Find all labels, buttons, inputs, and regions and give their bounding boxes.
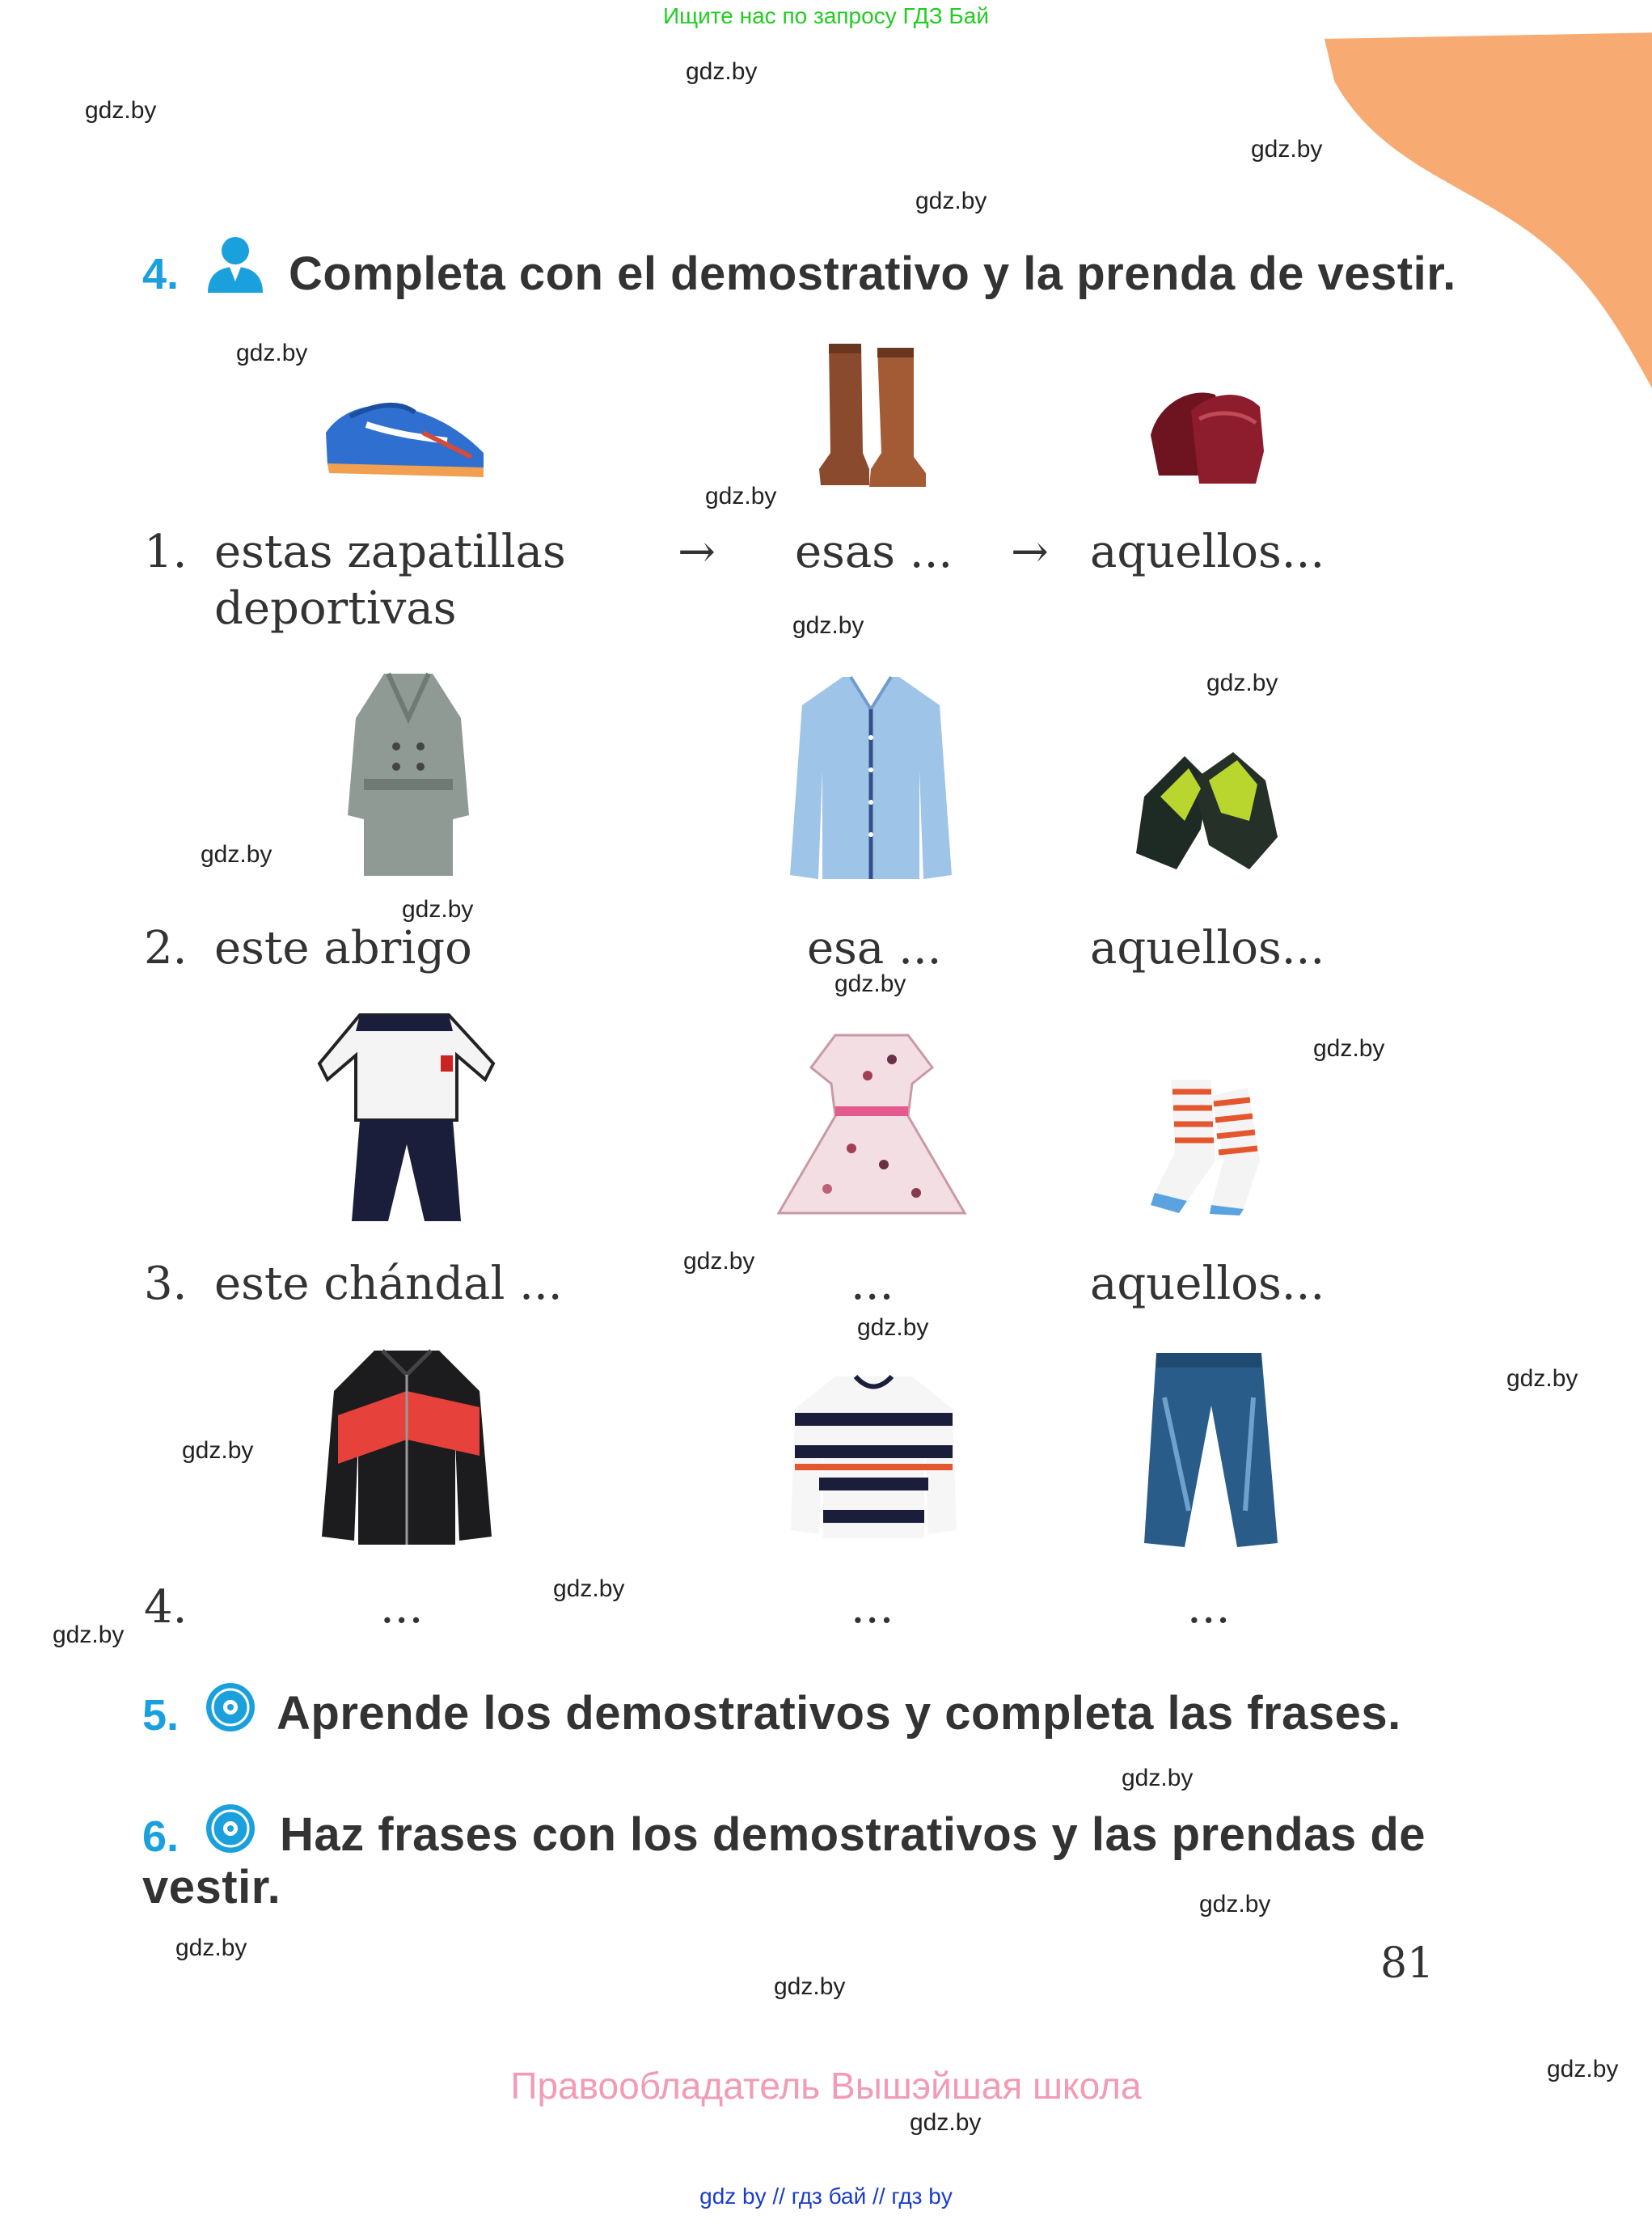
row-2-col3: aquellos... (1090, 922, 1325, 975)
footer-links[interactable]: gdz by // гдз бай // гдз by (699, 2184, 953, 2209)
watermark: gdz.by (857, 1314, 929, 1341)
ski-jacket-image (318, 1342, 496, 1549)
row-1-col1-line1: estas zapatillas (214, 526, 566, 578)
watermark: gdz.by (705, 483, 777, 509)
row-2-col2: esa ... (807, 922, 942, 975)
row-3-number: 3. (144, 1258, 188, 1310)
exercise-4-title: Completa con el demostrativo y la prenda de vestir. (289, 247, 1456, 300)
row-2-number: 2. (144, 922, 188, 975)
dress-image (771, 1027, 973, 1225)
watermark: gdz.by (774, 1973, 846, 2000)
exercise-6-number: 6. (142, 1812, 180, 1861)
arrow-right-icon: → (678, 526, 716, 578)
row-1-number: 1. (144, 526, 188, 578)
watermark: gdz.by (1547, 2056, 1619, 2082)
arrow-right-icon: → (1011, 526, 1049, 578)
row-4-col1: ... (380, 1581, 424, 1634)
shoes-image (1143, 362, 1272, 492)
watermark: gdz.by (201, 841, 273, 868)
tracksuit-image (311, 1007, 501, 1225)
search-banner[interactable]: Ищите нас по запросу ГДЗ Бай (662, 3, 990, 28)
page-number: 81 (1380, 1939, 1434, 1988)
watermark: gdz.by (182, 1437, 254, 1464)
watermark: gdz.by (402, 896, 474, 923)
watermark: gdz.by (553, 1575, 625, 1602)
jeans-image (1140, 1349, 1282, 1550)
socks-image (1139, 1072, 1280, 1217)
exercise-6-title-line2: vestir. (142, 1861, 281, 1913)
sweater-image (787, 1368, 961, 1542)
row-3-col3: aquellos... (1090, 1258, 1325, 1310)
watermark: gdz.by (792, 612, 864, 639)
row-1-col1-line2: deportivas (214, 582, 457, 635)
row-1-col3: aquellos... (1090, 526, 1325, 578)
row-1-col2: esas ... (795, 526, 953, 578)
watermark: gdz.by (1199, 1891, 1271, 1917)
watermark: gdz.by (683, 1248, 755, 1275)
watermark: gdz.by (910, 2109, 982, 2136)
watermark: gdz.by (236, 340, 308, 366)
watermark: gdz.by (1206, 670, 1278, 696)
decorative-orange-shape (1318, 32, 1652, 412)
copyright-owner: Правообладатель Вышэйшая школа (510, 2065, 1142, 2107)
shirt-image (786, 673, 956, 887)
exercise-6-title-line1: Haz frases con los demostrativos y las prendas de (280, 1808, 1426, 1861)
coat-image (340, 670, 477, 884)
row-2-col1: este abrigo (214, 922, 472, 975)
watermark: gdz.by (686, 58, 758, 85)
exercise-4-number: 4. (142, 250, 180, 298)
person-icon (205, 235, 266, 293)
row-4-number: 4. (144, 1581, 188, 1634)
watermark: gdz.by (53, 1621, 125, 1648)
watermark: gdz.by (1506, 1365, 1578, 1392)
watermark: gdz.by (915, 188, 987, 214)
exercise-5-title: Aprende los demostrativos y completa las frases. (277, 1687, 1401, 1740)
cd-icon[interactable] (204, 1681, 257, 1734)
row-4-col2: ... (851, 1581, 894, 1634)
watermark: gdz.by (1313, 1035, 1385, 1062)
watermark: gdz.by (1122, 1765, 1194, 1791)
row-4-col3: ... (1187, 1581, 1231, 1634)
exercise-5-number: 5. (142, 1691, 180, 1740)
row-3-col1: este chándal ... (214, 1258, 563, 1310)
watermark: gdz.by (175, 1934, 247, 1961)
sneakers-image (318, 376, 496, 489)
watermark: gdz.by (834, 970, 906, 997)
watermark: gdz.by (85, 97, 157, 124)
cd-icon[interactable] (204, 1802, 257, 1855)
watermark: gdz.by (1251, 136, 1323, 163)
gloves-image (1128, 748, 1286, 882)
row-3-col2: ... (851, 1258, 894, 1310)
boots-image (813, 340, 938, 489)
